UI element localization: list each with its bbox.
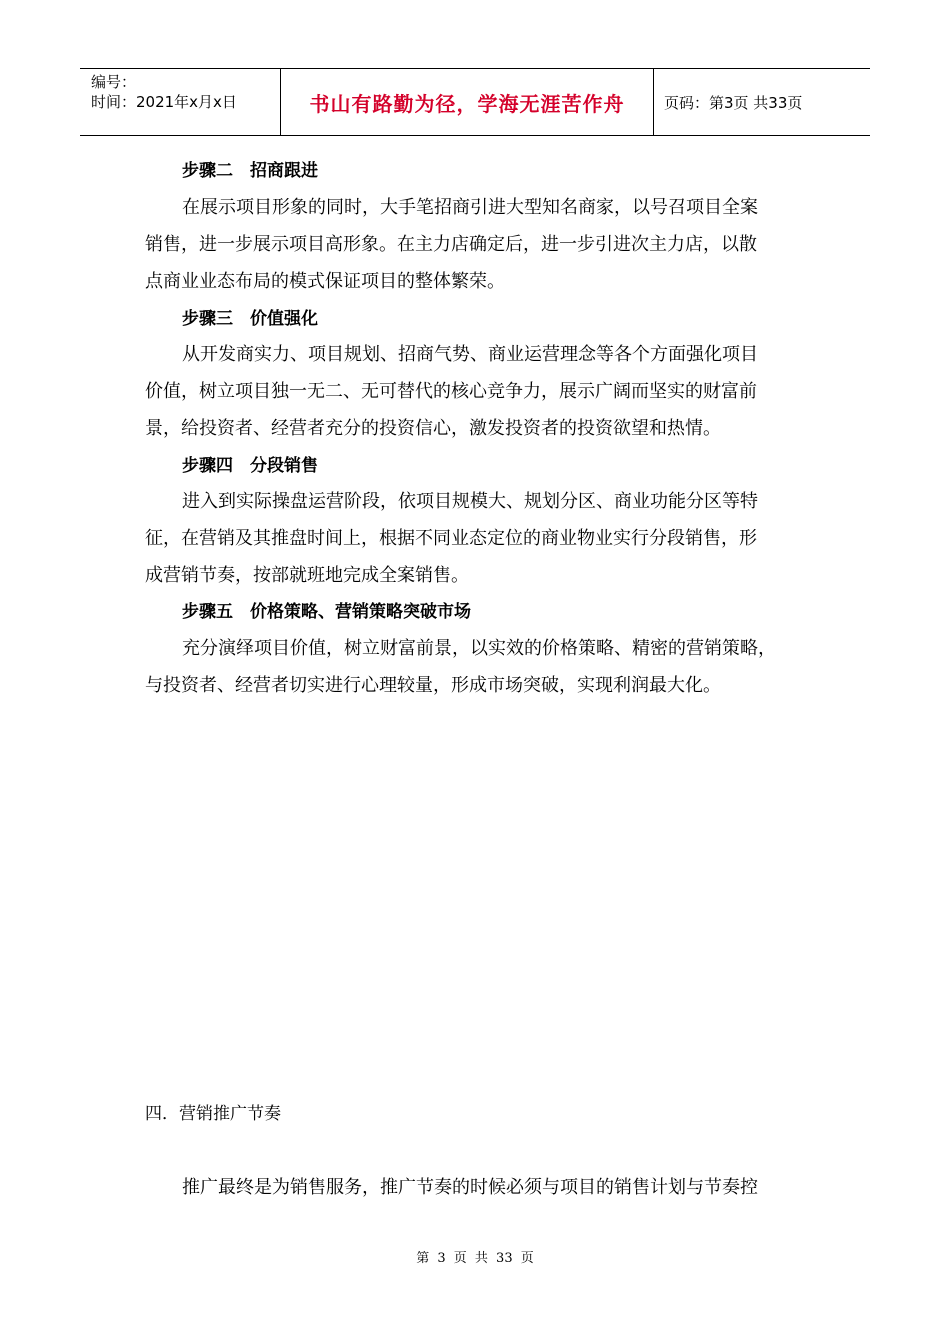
paragraph-line: 成营销节奏，按部就班地完成全案销售。 — [145, 565, 469, 586]
paragraph-line: 进入到实际操盘运营阶段，依项目规模大、规划分区、商业功能分区等特 — [182, 491, 758, 512]
header-meta — [80, 69, 281, 135]
paragraph-line: 推广最终是为销售服务，推广节奏的时候必须与项目的销售计划与节奏控 — [182, 1177, 758, 1198]
paragraph-line: 点商业业态布局的模式保证项目的整体繁荣。 — [145, 271, 505, 292]
step4-heading: 步骤四 分段销售 — [182, 456, 318, 476]
section4-heading: 四．营销推广节奏 — [145, 1104, 281, 1124]
paragraph-line: 从开发商实力、项目规划、招商气势、商业运营理念等各个方面强化项目 — [182, 344, 758, 365]
document-number-label: 编号： — [91, 73, 137, 91]
paragraph-line: 与投资者、经营者切实进行心理较量，形成市场突破，实现利润最大化。 — [145, 675, 721, 696]
page-footer: 第 3 页 共 33 页 — [416, 1251, 534, 1266]
paragraph-line: 在展示项目形象的同时，大手笔招商引进大型知名商家，以号召项目全案 — [182, 197, 758, 218]
header-page-info: 页码：第3页 共33页 — [664, 93, 803, 112]
paragraph-line: 价值，树立项目独一无二、无可替代的核心竞争力，展示广阔而坚实的财富前 — [145, 381, 757, 402]
paragraph-line: 征，在营销及其推盘时间上，根据不同业态定位的商业物业实行分段销售，形 — [145, 528, 757, 549]
paragraph-line: 景，给投资者、经营者充分的投资信心，激发投资者的投资欲望和热情。 — [145, 418, 721, 439]
page-header — [80, 68, 870, 136]
header-motto: 书山有路勤为径，学海无涯苦作舟 — [281, 69, 654, 135]
paragraph-line: 销售，进一步展示项目高形象。在主力店确定后，进一步引进次主力店，以散 — [145, 234, 757, 255]
step5-heading: 步骤五 价格策略、营销策略突破市场 — [182, 602, 471, 622]
step3-heading: 步骤三 价值强化 — [182, 309, 318, 329]
step2-heading: 步骤二 招商跟进 — [182, 161, 318, 181]
document-date: 时间：2021年x月x日 — [91, 93, 237, 111]
paragraph-line: 充分演绎项目价值，树立财富前景，以实效的价格策略、精密的营销策略， — [182, 638, 776, 659]
